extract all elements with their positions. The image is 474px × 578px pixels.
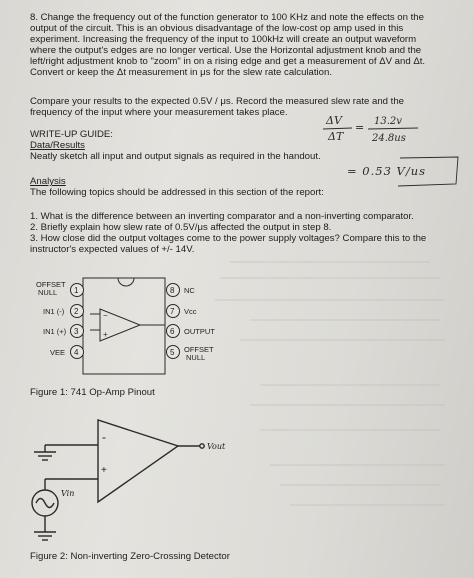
- pin-number-1: 1: [74, 286, 79, 295]
- analysis-intro: The following topics should be addressed in this section of the report:: [30, 187, 324, 198]
- svg-text:+: +: [103, 330, 108, 339]
- step8-line-2: output of the circuit. This is an obvious disadvantage of the low-cost op amp used in this: [30, 23, 404, 34]
- label-offset-null-right-1: OFFSET: [184, 345, 214, 354]
- svg-text:−: −: [103, 311, 108, 320]
- figure2-caption: Figure 2: Non-inverting Zero-Crossing Detector: [30, 551, 230, 562]
- pin-number-6: 6: [170, 327, 175, 336]
- figure1-caption: Figure 1: 741 Op-Amp Pinout: [30, 387, 155, 398]
- pin-number-5: 5: [170, 348, 175, 357]
- pin-number-4: 4: [74, 348, 79, 357]
- inverting-input-sign: -: [102, 430, 106, 444]
- step8-line-1: 8. Change the frequency out of the function generator to 100 KHz and note the effects on the: [30, 12, 424, 23]
- handwritten-denominator: 24.8us: [372, 133, 406, 144]
- analysis-heading: Analysis: [30, 176, 66, 187]
- data-results-heading: Data/Results: [30, 140, 85, 151]
- label-offset-null-right-2: NULL: [186, 353, 206, 362]
- handwritten-equals: =: [355, 121, 365, 134]
- handwritten-result: = 0.53 V/us: [347, 164, 427, 178]
- label-nc: NC: [184, 286, 195, 295]
- compare-line-1: Compare your results to the expected 0.5V / μs. Record the measured slew rate and the: [30, 96, 405, 107]
- pin-number-8: 8: [170, 286, 175, 295]
- step8-line-4: where the output's edges are no longer vertical. Use the Horizontal adjustment knob and the: [30, 45, 422, 56]
- noninverting-input-sign: +: [101, 465, 107, 476]
- analysis-item-2: 2. Briefly explain how slew rate of 0.5V/μs affected the output in step 8.: [30, 222, 332, 233]
- vin-label: Vin: [61, 489, 75, 498]
- pin-number-2: 2: [74, 307, 79, 316]
- analysis-item-3: 3. How close did the output voltages come to the power supply voltages? Compare this to the: [30, 233, 427, 244]
- step8-line-6: Convert or keep the Δt measurement in μs for the slew rate calculation.: [30, 67, 333, 78]
- label-output: OUTPUT: [184, 327, 215, 336]
- label-offset-null-left-1: OFFSET: [36, 280, 66, 289]
- label-in-plus: IN1 (+): [43, 327, 67, 336]
- output-terminal: [200, 444, 204, 448]
- step8-line-3: experiment. Increasing the frequency of the input to 100kHz will create an output waveform: [30, 34, 417, 45]
- op-amp-triangle: [98, 420, 178, 502]
- writeup-text: Neatly sketch all input and output signals as required in the handout.: [30, 151, 321, 162]
- label-in-minus: IN1 (-): [43, 307, 65, 316]
- writeup-heading: WRITE-UP GUIDE:: [30, 129, 113, 140]
- label-vcc: Vcc: [184, 307, 197, 316]
- handwritten-delta-v: ΔV: [326, 114, 342, 127]
- handwritten-delta-t: ΔT: [328, 130, 344, 143]
- pin-number-3: 3: [74, 327, 79, 336]
- compare-line-2: frequency of the input where your measurement takes place.: [30, 107, 288, 118]
- step8-line-5: left/right adjustment knob to "zoom" in on a rising edge and get a measurement of ΔV and Δt.: [30, 56, 426, 67]
- analysis-item-1: 1. What is the difference between an inverting comparator and a non-inverting comparator.: [30, 211, 414, 222]
- vout-label: Vout: [207, 442, 226, 451]
- pin-number-7: 7: [170, 307, 175, 316]
- analysis-item-3-cont: instructor's expected values of +/- 14V.: [30, 244, 195, 255]
- handwritten-numerator: 13.2v: [374, 116, 402, 127]
- label-offset-null-left-2: NULL: [38, 288, 58, 297]
- sine-wave-icon: [36, 499, 54, 508]
- label-vee: VEE: [50, 348, 66, 357]
